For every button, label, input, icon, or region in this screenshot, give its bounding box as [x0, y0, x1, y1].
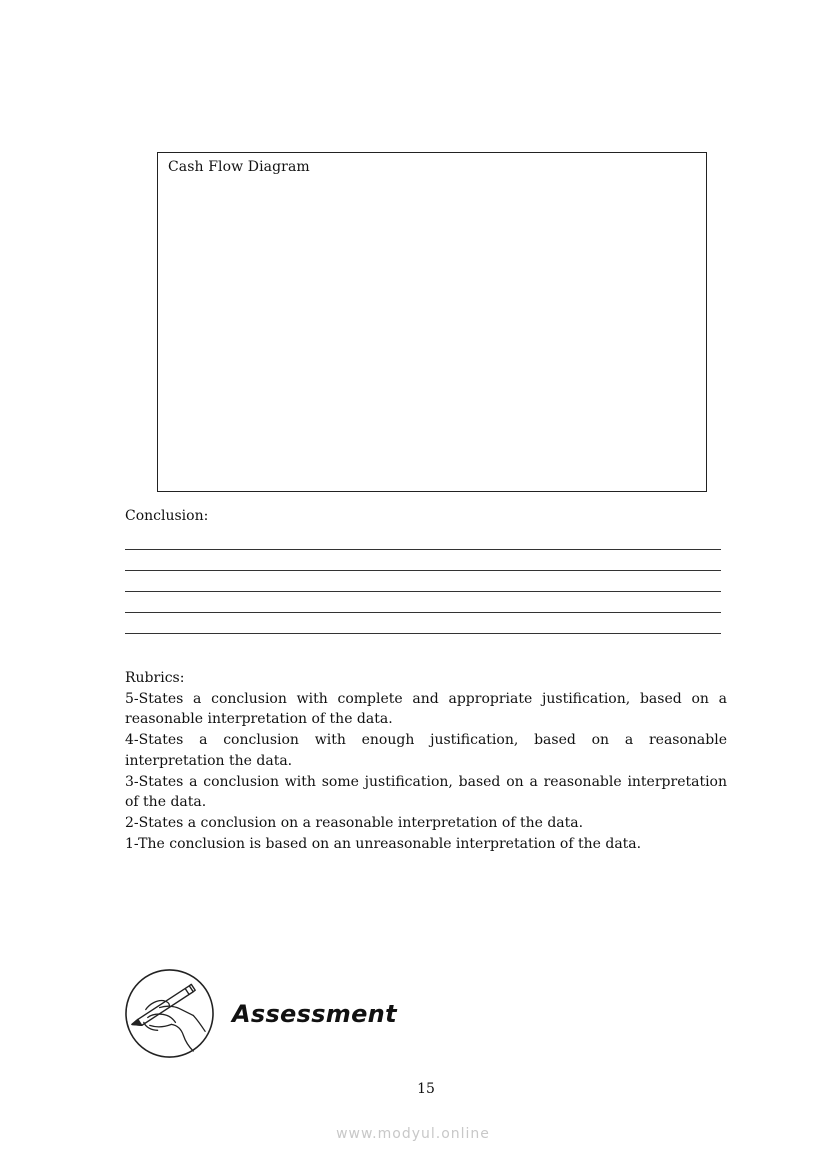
conclusion-blank-line: [125, 549, 721, 550]
rubric-item: 2-States a conclusion on a reasonable interpretation of the data.: [125, 814, 584, 831]
rubrics-section: [125, 668, 727, 854]
conclusion-blank-line: [125, 612, 721, 613]
rubrics-heading: Rubrics:: [125, 670, 185, 686]
cash-flow-diagram-title: Cash Flow Diagram: [168, 159, 310, 175]
assessment-title: Assessment: [232, 1000, 397, 1028]
rubric-item: 1-The conclusion is based on an unreasonable interpretation of the data.: [125, 835, 642, 852]
conclusion-blank-line: [125, 633, 721, 634]
conclusion-blank-line: [125, 570, 721, 571]
rubric-item: 3-States a conclusion with some justification, based on a reasonable interpretation of the data.: [125, 773, 727, 811]
conclusion-label: Conclusion:: [125, 508, 209, 524]
hand-writing-pencil-icon: [124, 968, 215, 1059]
rubric-item: 5-States a conclusion with complete and appropriate justification, based on a reasonable interpretation of the data.: [125, 690, 727, 728]
rubric-item: 4-States a conclusion with enough justification, based on a reasonable interpretation the data.: [125, 732, 727, 769]
cash-flow-diagram-box: [157, 152, 707, 492]
watermark: www.modyul.online: [336, 1126, 490, 1142]
conclusion-blank-line: [125, 591, 721, 592]
page-number: 15: [417, 1081, 435, 1097]
